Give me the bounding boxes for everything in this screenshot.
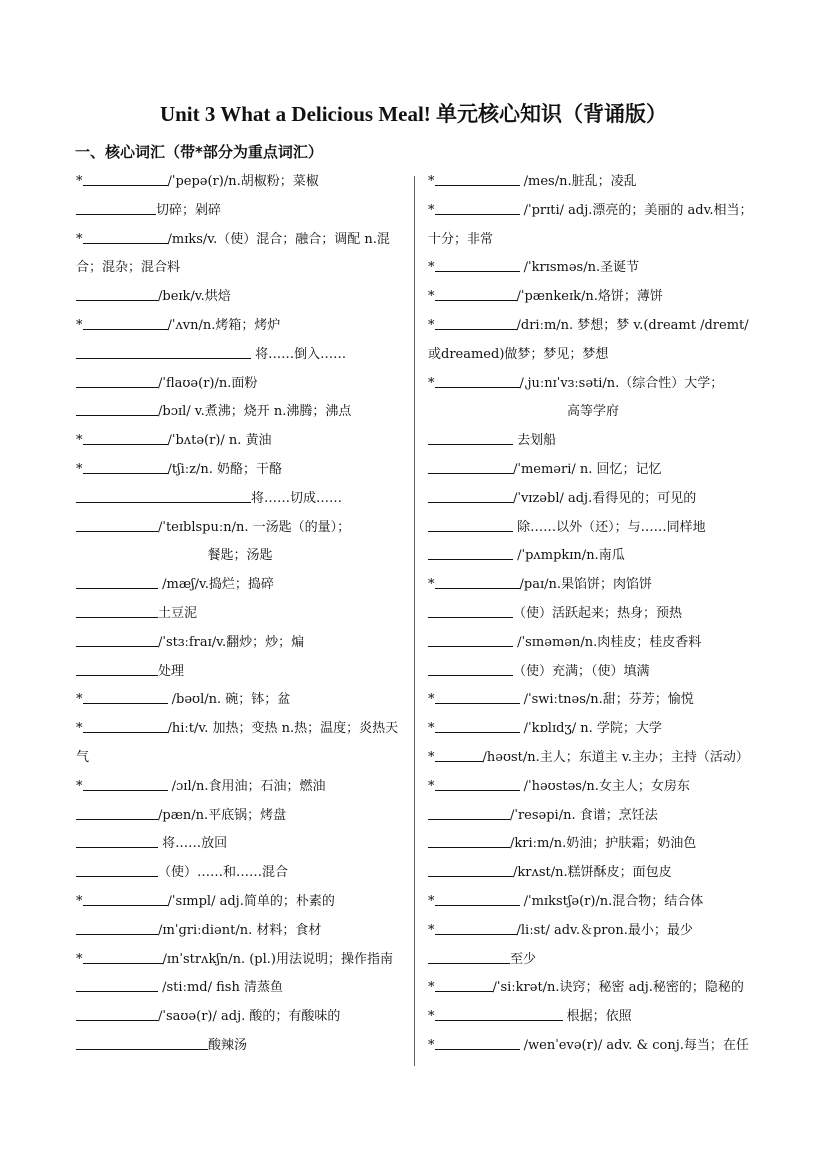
vocab-row: /ˈpʌmpkɪn/n.南瓜 [428,542,758,571]
vocab-row: * /ˈpænkeɪk/n.烙饼；薄饼 [428,283,758,312]
column-divider [414,176,415,1066]
vocab-row: * /ˌjuːnɪˈvɜːsəti/n.（综合性）大学； [428,370,758,399]
answer-blank[interactable] [435,776,520,791]
vocab-row: /ˈsɪnəmən/n.肉桂皮；桂皮香料 [428,629,758,658]
answer-blank[interactable] [76,488,251,503]
answer-blank[interactable] [76,603,158,618]
answer-blank[interactable] [435,689,520,704]
vocab-row-continuation: 餐匙；汤匙 [207,548,273,564]
vocab-row: * /ˈsɪmpl/ adj.简单的；朴素的 [76,888,404,917]
vocab-row: 酸辣汤 [76,1032,404,1061]
vocab-row: /ɪnˈɡriːdiənt/n. 材料；食材 [76,917,404,946]
answer-blank[interactable] [435,718,520,733]
vocab-row: * /ˈkɒlɪdʒ/ n. 学院；大学 [428,715,758,744]
vocab-row: /ˈmeməri/ n. 回忆；记忆 [428,456,758,485]
vocab-row: /beɪk/v.烘焙 [76,283,404,312]
vocab-row: * /mes/n.脏乱；凌乱 [428,168,758,197]
answer-blank[interactable] [428,805,510,820]
answer-blank[interactable] [83,718,168,733]
answer-blank[interactable] [76,862,158,877]
answer-blank[interactable] [435,920,517,935]
answer-blank[interactable] [435,977,493,992]
answer-blank[interactable] [76,661,158,676]
vocab-row-continuation: 高等学府 [566,404,619,420]
answer-blank[interactable] [435,891,520,906]
vocab-row: * /tʃiːz/n. 奶酪；干酪 [76,456,404,485]
answer-blank[interactable] [76,1035,208,1050]
answer-blank[interactable] [76,574,158,589]
vocab-row: （使）……和……混合 [76,859,404,888]
answer-blank[interactable] [428,517,513,532]
answer-blank[interactable] [76,401,158,416]
vocab-row: * 根据；依照 [428,1003,758,1032]
answer-blank[interactable] [428,603,513,618]
right-column [428,168,758,1061]
vocab-row: * /ˈswiːtnəs/n.甜；芬芳；愉悦 [428,686,758,715]
vocab-row: /pæn/n.平底锅；烤盘 [76,802,404,831]
vocab-row: * /həʊst/n.主人；东道主 v.主办；主持（活动） [428,744,758,773]
vocab-row: /ˈsaʊə(r)/ adj. 酸的；有酸味的 [76,1003,404,1032]
answer-blank[interactable] [428,459,513,474]
answer-blank[interactable] [76,1006,158,1021]
vocab-row: （使）活跃起来；热身；预热 [428,600,758,629]
answer-blank[interactable] [76,920,158,935]
answer-blank[interactable] [83,776,168,791]
vocab-row: * /liːst/ adv.＆pron.最小；最少 [428,917,758,946]
answer-blank[interactable] [435,1035,520,1050]
answer-blank[interactable] [428,632,513,647]
vocab-row: * /hiːt/v. 加热；变热 n.热；温度；炎热天气 [76,715,404,773]
vocab-row: 切碎；剁碎 [76,197,404,226]
vocab-row: /kriːm/n.奶油；护肤霜；奶油色 [428,830,758,859]
answer-blank[interactable] [83,949,163,964]
answer-blank[interactable] [83,171,168,186]
vocab-row: （使）充满；（使）填满 [428,658,758,687]
answer-blank[interactable] [428,430,513,445]
answer-blank[interactable] [76,632,158,647]
vocab-row: * /ɔɪl/n.食用油；石油；燃油 [76,773,404,802]
answer-blank[interactable] [428,545,513,560]
answer-blank[interactable] [435,315,517,330]
vocab-row: 将……倒入…… [76,341,404,370]
answer-blank[interactable] [435,1006,563,1021]
vocab-row: * /ˈkrɪsməs/n.圣诞节 [428,254,758,283]
vocab-row: /stiːmd/ fish 清蒸鱼 [76,974,404,1003]
answer-blank[interactable] [435,373,520,388]
answer-blank[interactable] [83,459,168,474]
answer-blank[interactable] [83,891,168,906]
vocab-row: /ˈstɜːfraɪ/v.翻炒；炒；煸 [76,629,404,658]
vocab-row: * /ˈpepə(r)/n.胡椒粉；菜椒 [76,168,404,197]
answer-blank[interactable] [83,689,168,704]
vocab-row: * /ˈsiːkrət/n.诀窍；秘密 adj.秘密的；隐秘的 [428,974,758,1003]
answer-blank[interactable] [435,200,520,215]
vocab-row: 除……以外（还）；与……同样地 [428,514,758,543]
vocab-row: * /driːm/n. 梦想；梦 v.(dreamt /dremt/或dreamed)做梦；梦见；梦想 [428,312,758,370]
answer-blank[interactable] [76,517,158,532]
answer-blank[interactable] [83,229,168,244]
vocab-row: /ˈvɪzəbl/ adj.看得见的；可见的 [428,485,758,514]
answer-blank[interactable] [428,949,510,964]
answer-blank[interactable] [435,257,520,272]
vocab-row: 去划船 [428,427,758,456]
vocab-row: 将……切成…… [76,485,404,514]
answer-blank[interactable] [435,171,520,186]
page-title: Unit 3 What a Delicious Meal! 单元核心知识（背诵版） [159,102,668,126]
vocab-row: 至少 [428,946,758,975]
answer-blank[interactable] [435,747,483,762]
answer-blank[interactable] [428,833,510,848]
vocab-row: /bɔɪl/ v.煮沸；烧开 n.沸腾；沸点 [76,398,404,427]
answer-blank[interactable] [76,344,251,359]
vocab-row: * /ˈhəʊstəs/n.女主人；女房东 [428,773,758,802]
answer-blank[interactable] [76,373,158,388]
vocab-row: 处理 [76,658,404,687]
vocab-row: * /ˈmɪkstʃə(r)/n.混合物；结合体 [428,888,758,917]
vocab-row: * /mɪks/v.（使）混合；融合；调配 n.混合；混杂；混合料 [76,226,404,284]
section-heading: 一、核心词汇（带*部分为重点词汇） [75,143,323,161]
vocab-row: * /ˈʌvn/n.烤箱；烤炉 [76,312,404,341]
vocab-row: * /paɪ/n.果馅饼；肉馅饼 [428,571,758,600]
vocab-row: 土豆泥 [76,600,404,629]
answer-blank[interactable] [76,833,158,848]
vocab-row: * /ˈbʌtə(r)/ n. 黄油 [76,427,404,456]
vocab-row: /ˈteɪblspuːn/n. 一汤匙（的量）； [76,514,404,543]
answer-blank[interactable] [428,661,513,676]
answer-blank[interactable] [76,200,156,215]
vocab-row: /ˈresəpi/n. 食谱；烹饪法 [428,802,758,831]
vocab-row: * /ɪnˈstrʌkʃn/n. (pl.)用法说明；操作指南 [76,946,404,975]
answer-blank[interactable] [76,286,158,301]
answer-blank[interactable] [76,805,158,820]
vocab-row: /mæʃ/v.捣烂；捣碎 [76,571,404,600]
vocab-row: /ˈflaʊə(r)/n.面粉 [76,370,404,399]
answer-blank[interactable] [76,977,158,992]
vocab-row: * /ˈprɪti/ adj.漂亮的；美丽的 adv.相当；十分；非常 [428,197,758,255]
vocab-row: /krʌst/n.糕饼酥皮；面包皮 [428,859,758,888]
answer-blank[interactable] [428,488,513,503]
answer-blank[interactable] [83,430,168,445]
answer-blank[interactable] [428,862,513,877]
answer-blank[interactable] [435,574,520,589]
vocab-row: 将……放回 [76,830,404,859]
vocab-row: * /bəʊl/n. 碗；钵；盆 [76,686,404,715]
answer-blank[interactable] [83,315,168,330]
vocab-row: * /wenˈevə(r)/ adv. & conj.每当；在任 [428,1032,758,1061]
left-column [76,168,404,1061]
answer-blank[interactable] [435,286,517,301]
